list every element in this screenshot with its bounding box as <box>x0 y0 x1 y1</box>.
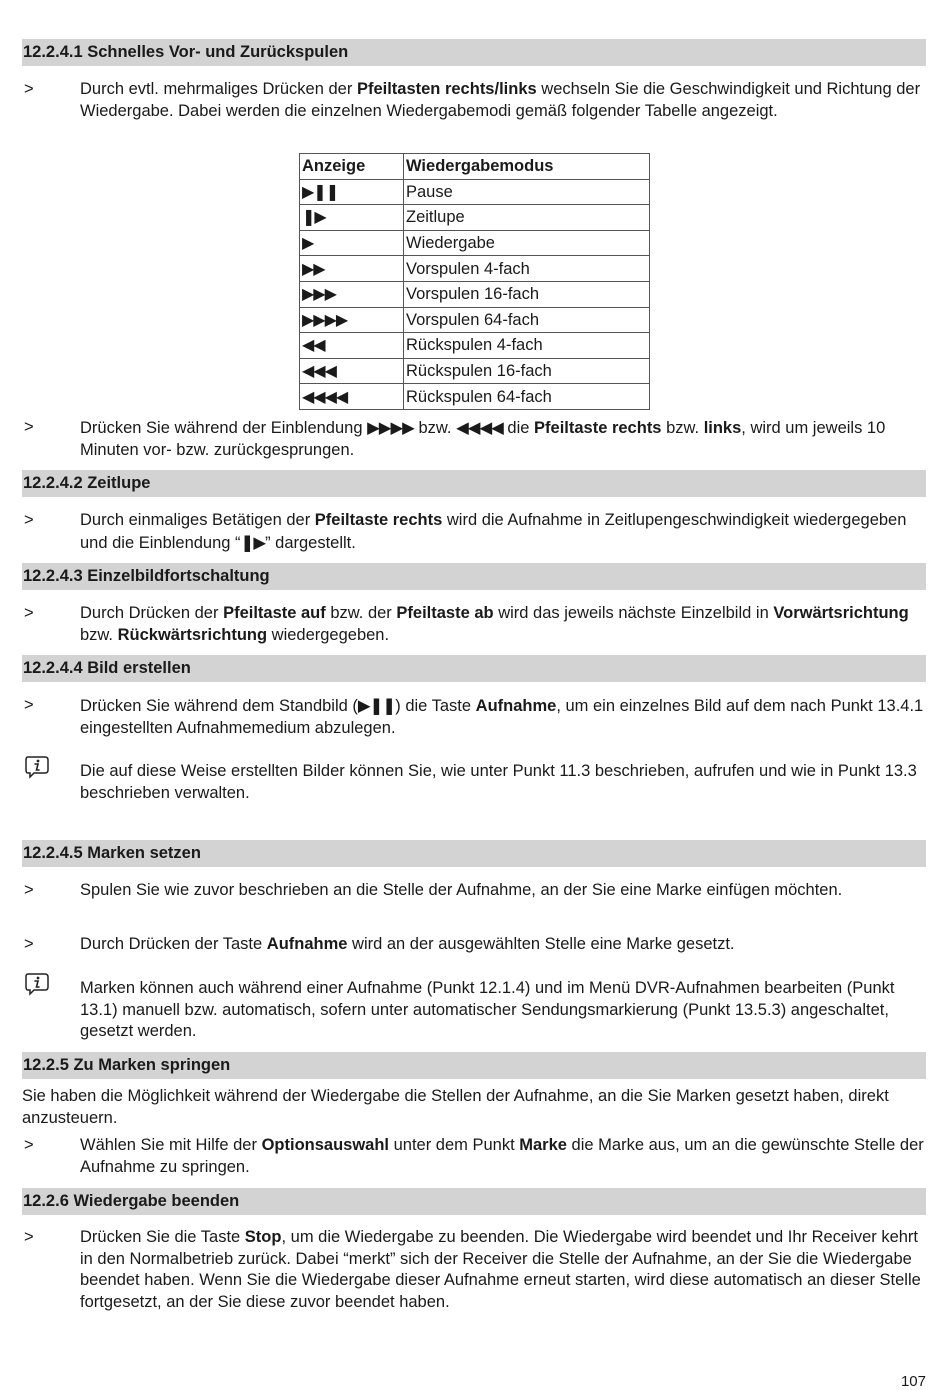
paragraph: Durch einmaliges Betätigen der Pfeiltaste rechts wird die Aufnahme in Zeitlupengeschwindigkeit wiedergegeben und die Einblendung “❚▶” dargestellt. <box>80 511 907 552</box>
fast-forward-64x-icon: ▶▶▶▶ <box>367 418 414 437</box>
bullet-marker: > <box>24 1228 34 1246</box>
table-cell: Rückspulen 16-fach <box>404 358 650 384</box>
bullet-marker: > <box>24 511 34 529</box>
section-heading: 12.2.4.2 Zeitlupe <box>22 470 926 497</box>
table-row <box>300 281 650 307</box>
table-row <box>300 205 650 231</box>
paragraph: Spulen Sie wie zuvor beschrieben an die Stelle der Aufnahme, an der Sie eine Marke einfügen möchten. <box>80 881 843 899</box>
table-cell: Vorspulen 64-fach <box>404 307 650 333</box>
table-cell: Vorspulen 4-fach <box>404 256 650 282</box>
paragraph: Durch Drücken der Taste Aufnahme wird an der ausgewählten Stelle eine Marke gesetzt. <box>80 935 735 953</box>
fast-forward-4x-icon: ▶▶ <box>300 256 404 282</box>
paragraph: Drücken Sie während dem Standbild (▶❚❚) die Taste Aufnahme, um ein einzelnes Bild auf dem nach Punkt 13.4.1 eingestellten Aufnahmemedium abzulegen. <box>80 696 924 737</box>
bullet-marker: > <box>24 881 34 899</box>
table-cell: Rückspulen 64-fach <box>404 384 650 410</box>
table-header-cell: Wiedergabemodus <box>404 154 650 180</box>
table-header-cell: Anzeige <box>300 154 404 180</box>
paragraph: Wählen Sie mit Hilfe der Optionsauswahl unter dem Punkt Marke die Marke aus, um an die gewünschte Stelle der Aufnahme zu springen. <box>80 1136 924 1176</box>
playback-mode-table <box>299 153 650 410</box>
bullet-marker: > <box>24 80 34 98</box>
section-heading: 12.2.4.4 Bild erstellen <box>22 655 926 682</box>
paragraph: Sie haben die Möglichkeit während der Wiedergabe die Stellen der Aufnahme, an die Sie Marken gesetzt haben, direkt anzusteuern. <box>22 1087 889 1127</box>
bullet-marker: > <box>24 418 34 436</box>
rewind-64x-icon: ◀◀◀◀ <box>456 418 503 437</box>
paragraph: Durch evtl. mehrmaliges Drücken der Pfeiltasten rechts/links wechseln Sie die Geschwindigkeit und Richtung der Wiedergabe. Dabei werden die einzelnen Wiedergabemodi gemäß folgender Tabelle angezeigt. <box>80 80 921 120</box>
table-header-row <box>300 154 650 180</box>
note-paragraph: Die auf diese Weise erstellten Bilder können Sie, wie unter Punkt 11.3 beschrieben, aufrufen und wie in Punkt 13.3 beschrieben verwalten. <box>80 762 917 802</box>
table-row <box>300 179 650 205</box>
table-row <box>300 384 650 410</box>
section-heading: 12.2.4.1 Schnelles Vor- und Zurückspulen <box>22 39 926 66</box>
pause-icon: ▶❚❚ <box>300 179 404 205</box>
paragraph: Durch Drücken der Pfeiltaste auf bzw. der Pfeiltaste ab wird das jeweils nächste Einzelbild in Vorwärtsrichtung bzw. Rückwärtsrichtung wiedergegeben. <box>80 604 909 644</box>
table-cell: Zeitlupe <box>404 205 650 231</box>
rewind-4x-icon: ◀◀ <box>300 333 404 359</box>
info-note-icon <box>24 972 50 996</box>
bullet-marker: > <box>24 696 34 714</box>
table-cell: Rückspulen 4-fach <box>404 333 650 359</box>
table-row <box>300 230 650 256</box>
bullet-marker: > <box>24 604 34 622</box>
section-heading: 12.2.4.3 Einzelbildfortschaltung <box>22 563 926 590</box>
bullet-marker: > <box>24 1136 34 1154</box>
paragraph: Drücken Sie die Taste Stop, um die Wiedergabe zu beenden. Die Wiedergabe wird beendet und Ihr Receiver kehrt in den Normalbetrieb zurück. Dabei “merkt” sich der Receiver die Stelle der Aufnahme, an der Sie die Wiedergabe beendet haben. Wenn Sie die Wiedergabe dieser Aufnahme erneut starten, wird diese automatisch an dieser Stelle fortgesetzt, an der Sie diese zuvor beendet haben. <box>80 1228 921 1311</box>
table-cell: Wiedergabe <box>404 230 650 256</box>
rewind-16x-icon: ◀◀◀ <box>300 358 404 384</box>
play-icon: ▶ <box>300 230 404 256</box>
info-note-icon <box>24 755 50 779</box>
pause-icon: ▶❚❚ <box>357 696 396 715</box>
note-paragraph: Marken können auch während einer Aufnahme (Punkt 12.1.4) und im Menü DVR-Aufnahmen bearbeiten (Punkt 13.1) manuell bzw. automatisch, sofern unter automatischer Sendungsmarkierung (Punkt 13.5.3) angeschaltet, gesetzt werden. <box>80 979 895 1040</box>
table-row <box>300 307 650 333</box>
table-row <box>300 256 650 282</box>
table-row <box>300 358 650 384</box>
page-number: 107 <box>900 1373 926 1390</box>
slow-motion-icon: ❚▶ <box>300 205 404 231</box>
table-cell: Pause <box>404 179 650 205</box>
paragraph: Drücken Sie während der Einblendung ▶▶▶▶ bzw. ◀◀◀◀ die Pfeiltaste rechts bzw. links, wird um jeweils 10 Minuten vor- bzw. zurückgesprungen. <box>80 418 886 459</box>
table-row <box>300 333 650 359</box>
section-heading: 12.2.6 Wiedergabe beenden <box>22 1188 926 1215</box>
fast-forward-16x-icon: ▶▶▶ <box>300 281 404 307</box>
fast-forward-64x-icon: ▶▶▶▶ <box>300 307 404 333</box>
slow-motion-icon: ❚▶ <box>240 532 266 552</box>
bullet-marker: > <box>24 935 34 953</box>
table-cell: Vorspulen 16-fach <box>404 281 650 307</box>
rewind-64x-icon: ◀◀◀◀ <box>300 384 404 410</box>
section-heading: 12.2.5 Zu Marken springen <box>22 1052 926 1079</box>
section-heading: 12.2.4.5 Marken setzen <box>22 840 926 867</box>
